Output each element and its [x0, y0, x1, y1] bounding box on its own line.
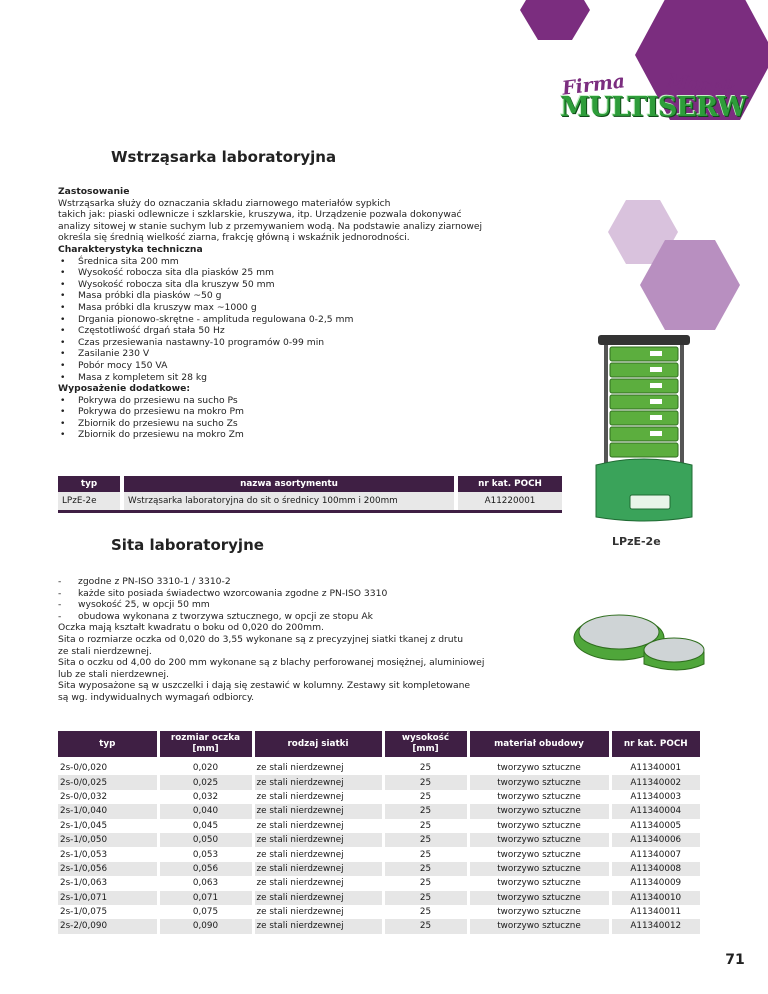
table-cell: tworzywo sztuczne — [468, 833, 610, 847]
table-cell: ze stali nierdzewnej — [253, 804, 383, 818]
table-cell: tworzywo sztuczne — [468, 876, 610, 890]
table-row — [58, 790, 700, 804]
table-cell: A11340003 — [630, 791, 682, 802]
table-cell: 25 — [383, 819, 468, 833]
tech-heading: Charakterystyka techniczna — [58, 243, 203, 255]
sieves-description — [58, 576, 484, 704]
table-cell: 0,040 — [158, 804, 253, 818]
table-cell: LPzE-2e — [58, 492, 122, 510]
tech-item: • Czas przesiewania nastawny-10 programów 0-99 min — [58, 337, 482, 349]
table-cell: 25 — [383, 790, 468, 804]
table-cell: 2s-1/0,045 — [58, 819, 158, 833]
table-cell: A11340002 — [610, 775, 700, 789]
sieve-paragraph-line: ze stali nierdzewnej. — [58, 645, 152, 657]
table-cell: A11340005 — [630, 820, 682, 831]
sieve-feature: - obudowa wykonana z tworzywa sztucznego, w opcji ze stopu Ak — [58, 611, 484, 623]
table-cell: A11340010 — [610, 891, 700, 905]
table-cell: ze stali nierdzewnej — [253, 876, 383, 890]
tech-item: • Masa próbki dla kruszyw max ~1000 g — [58, 302, 482, 314]
table-cell: tworzywo sztuczne — [468, 761, 610, 775]
sieve-paragraph-line: Sita o oczku od 4,00 do 200 mm wykonane są z blachy perforowanej mosiężnej, aluminiowej — [58, 657, 485, 669]
table-row — [58, 862, 700, 876]
table-row — [58, 761, 700, 775]
accessory-item: • Zbiornik do przesiewu na mokro Zm — [58, 429, 482, 441]
table-row — [58, 833, 700, 847]
application-line: analizy sitowej w stanie suchym lub z przemywaniem wodą. Na podstawie analizy ziarnowej — [58, 220, 483, 232]
table-cell: tworzywo sztuczne — [468, 919, 610, 933]
tech-item: • Średnica sita 200 mm — [58, 256, 482, 268]
table-cell: 2s-1/0,063 — [58, 876, 158, 890]
table-cell: 0,020 — [158, 761, 253, 775]
table-header: rozmiar oczka [mm] — [158, 731, 253, 757]
table-cell: 2s-0/0,025 — [58, 775, 158, 789]
table-cell: 2s-2/0,090 — [58, 919, 158, 933]
table-cell: 2s-0/0,032 — [58, 790, 158, 804]
shaker-product-image — [590, 325, 700, 525]
table-header: materiał obudowy — [468, 731, 610, 757]
sieve-paragraph-line: Sita wyposażone są w uszczelki i dają się zestawić w kolumny. Zestawy sit kompletowane — [58, 680, 471, 692]
table-cell: ze stali nierdzewnej — [253, 919, 383, 933]
table-row — [58, 919, 700, 933]
section-title-sieves: Sita laboratoryjne — [111, 536, 264, 554]
table-row — [58, 492, 562, 510]
table-cell: 2s-1/0,040 — [58, 804, 158, 818]
table-cell: ze stali nierdzewnej — [253, 819, 383, 833]
shaker-description — [58, 186, 482, 441]
table-cell: 0,075 — [158, 905, 253, 919]
table-cell: 25 — [383, 862, 468, 876]
table-cell: tworzywo sztuczne — [468, 891, 610, 905]
table-cell: 0,025 — [158, 775, 253, 789]
table-cell: A11340008 — [610, 862, 700, 876]
table-cell: A11340009 — [630, 878, 682, 889]
sieve-paragraph-line: Oczka mają kształt kwadratu o boku od 0,020 do 200mm. — [58, 622, 324, 634]
table-cell: 25 — [383, 804, 468, 818]
table-row — [58, 891, 700, 905]
table-cell: tworzywo sztuczne — [468, 847, 610, 861]
tech-item: • Masa próbki dla piasków ~50 g — [58, 290, 482, 302]
table-header: nazwa asortymentu — [122, 476, 456, 492]
table-cell: 25 — [383, 833, 468, 847]
sieve-feature: - zgodne z PN-ISO 3310-1 / 3310-2 — [58, 576, 484, 588]
table-cell: 0,045 — [158, 819, 253, 833]
table-header: rodzaj siatki — [253, 731, 383, 757]
table-cell: ze stali nierdzewnej — [253, 862, 383, 876]
section-title-shaker: Wstrząsarka laboratoryjna — [111, 148, 337, 166]
table-cell: 0,050 — [158, 833, 253, 847]
table-cell: tworzywo sztuczne — [468, 775, 610, 789]
tech-item: • Zasilanie 230 V — [58, 348, 482, 360]
table-row — [58, 775, 700, 789]
table-cell: ze stali nierdzewnej — [253, 833, 383, 847]
hexagon-decoration-top — [520, 0, 590, 40]
tech-item: • Wysokość robocza sita dla piasków 25 mm — [58, 267, 482, 279]
table-cell: tworzywo sztuczne — [468, 862, 610, 876]
sieve-paragraph-line: Sita o rozmiarze oczka od 0,020 do 3,55 wykonane są z precyzyjnej siatki tkanej z drutu — [58, 633, 464, 645]
table-cell: tworzywo sztuczne — [468, 804, 610, 818]
table-cell: ze stali nierdzewnej — [253, 761, 383, 775]
tech-item: • Częstotliwość drgań stała 50 Hz — [58, 325, 482, 337]
table-header: nr kat. POCH — [610, 731, 700, 757]
table-cell: 25 — [383, 905, 468, 919]
table-cell: ze stali nierdzewnej — [253, 775, 383, 789]
table-cell: 0,056 — [158, 862, 253, 876]
accessory-item: • Pokrywa do przesiewu na mokro Pm — [58, 406, 482, 418]
sieve-feature: - wysokość 25, w opcji 50 mm — [58, 599, 484, 611]
table-cell: Wstrząsarka laboratoryjna do sit o średnicy 100mm i 200mm — [122, 492, 456, 510]
table-cell: 25 — [383, 761, 468, 775]
logo-multiserw-text: MULTISERW — [560, 92, 747, 123]
table-cell: A11340006 — [610, 833, 700, 847]
table-cell: 25 — [383, 847, 468, 861]
table-cell: 25 — [383, 919, 468, 933]
sieve-paragraph-line: lub ze stali nierdzewnej. — [58, 668, 169, 680]
application-line: określa się średnią wielkość ziarna, frakcję główną i wskaźnik jednorodności. — [58, 232, 410, 244]
table-cell: 2s-1/0,050 — [58, 833, 158, 847]
tech-item: • Pobór mocy 150 VA — [58, 360, 482, 372]
table-cell: A11340004 — [610, 804, 700, 818]
sieve-paragraph-line: są wg. indywidualnych wymagań odbiorcy. — [58, 691, 254, 703]
table-header: wysokość [mm] — [383, 731, 468, 757]
table-header: nr kat. POCH — [456, 476, 562, 492]
table-cell: 0,063 — [158, 876, 253, 890]
table-cell: 2s-1/0,071 — [58, 891, 158, 905]
table-row — [58, 804, 700, 818]
table-cell: tworzywo sztuczne — [468, 905, 610, 919]
sieves-table — [58, 731, 700, 934]
tech-item: • Drgania pionowo-skrętne - amplituda regulowana 0-2,5 mm — [58, 314, 482, 326]
table-cell: 0,090 — [158, 919, 253, 933]
table-cell: tworzywo sztuczne — [468, 790, 610, 804]
application-heading: Zastosowanie — [58, 186, 130, 197]
table-row — [58, 876, 700, 890]
table-cell: A11340001 — [630, 763, 682, 774]
table-cell: A11340012 — [610, 919, 700, 933]
accessories-heading: Wyposażenie dodatkowe: — [58, 383, 191, 395]
product-label: LPzE-2e — [612, 535, 661, 548]
table-cell: ze stali nierdzewnej — [253, 891, 383, 905]
accessory-item: • Pokrywa do przesiewu na sucho Ps — [58, 395, 482, 407]
table-row — [58, 847, 700, 861]
page-number: 71 — [725, 952, 745, 968]
table-cell: A11340007 — [630, 849, 682, 860]
tech-item: • Wysokość robocza sita dla kruszyw 50 mm — [58, 279, 482, 291]
table-cell: tworzywo sztuczne — [468, 819, 610, 833]
tech-item: • Masa z kompletem sit 28 kg — [58, 372, 482, 384]
table-cell: ze stali nierdzewnej — [253, 905, 383, 919]
table-row — [58, 819, 700, 833]
table-cell: A11340011 — [630, 907, 682, 918]
table-cell: 2s-1/0,075 — [58, 905, 158, 919]
logo-morek-text: Morek — [665, 69, 738, 101]
table-cell: 2s-0/0,020 — [58, 761, 158, 775]
table-header: typ — [58, 476, 122, 492]
sieve-feature: - każde sito posiada świadectwo wzorcowania zgodne z PN-ISO 3310 — [58, 588, 484, 600]
table-cell: 2s-1/0,053 — [58, 847, 158, 861]
table-cell: 0,053 — [158, 847, 253, 861]
hexagon-decoration-mid — [640, 240, 740, 330]
table-cell: ze stali nierdzewnej — [253, 790, 383, 804]
table-cell: 25 — [383, 876, 468, 890]
accessory-item: • Zbiornik do przesiewu na sucho Zs — [58, 418, 482, 430]
table-row — [58, 905, 700, 919]
table-cell: 25 — [383, 775, 468, 789]
table-cell: 2s-1/0,056 — [58, 862, 158, 876]
sieves-product-image — [564, 600, 714, 680]
logo-firma-text: Firma — [560, 70, 627, 100]
table-cell: 25 — [383, 891, 468, 905]
table-cell: A11220001 — [456, 492, 562, 510]
table-cell: 0,032 — [158, 790, 253, 804]
table-header: typ — [58, 731, 158, 757]
table-cell: ze stali nierdzewnej — [253, 847, 383, 861]
company-logo — [560, 69, 747, 132]
table-cell: 0,071 — [158, 891, 253, 905]
shaker-table — [58, 476, 562, 513]
application-line: takich jak: piaski odlewnicze i szklarskie, kruszywa, itp. Urządzenie pozwala dokonywać — [58, 209, 462, 221]
application-line: Wstrząsarka służy do oznaczania składu ziarnowego materiałów sypkich — [58, 197, 391, 209]
